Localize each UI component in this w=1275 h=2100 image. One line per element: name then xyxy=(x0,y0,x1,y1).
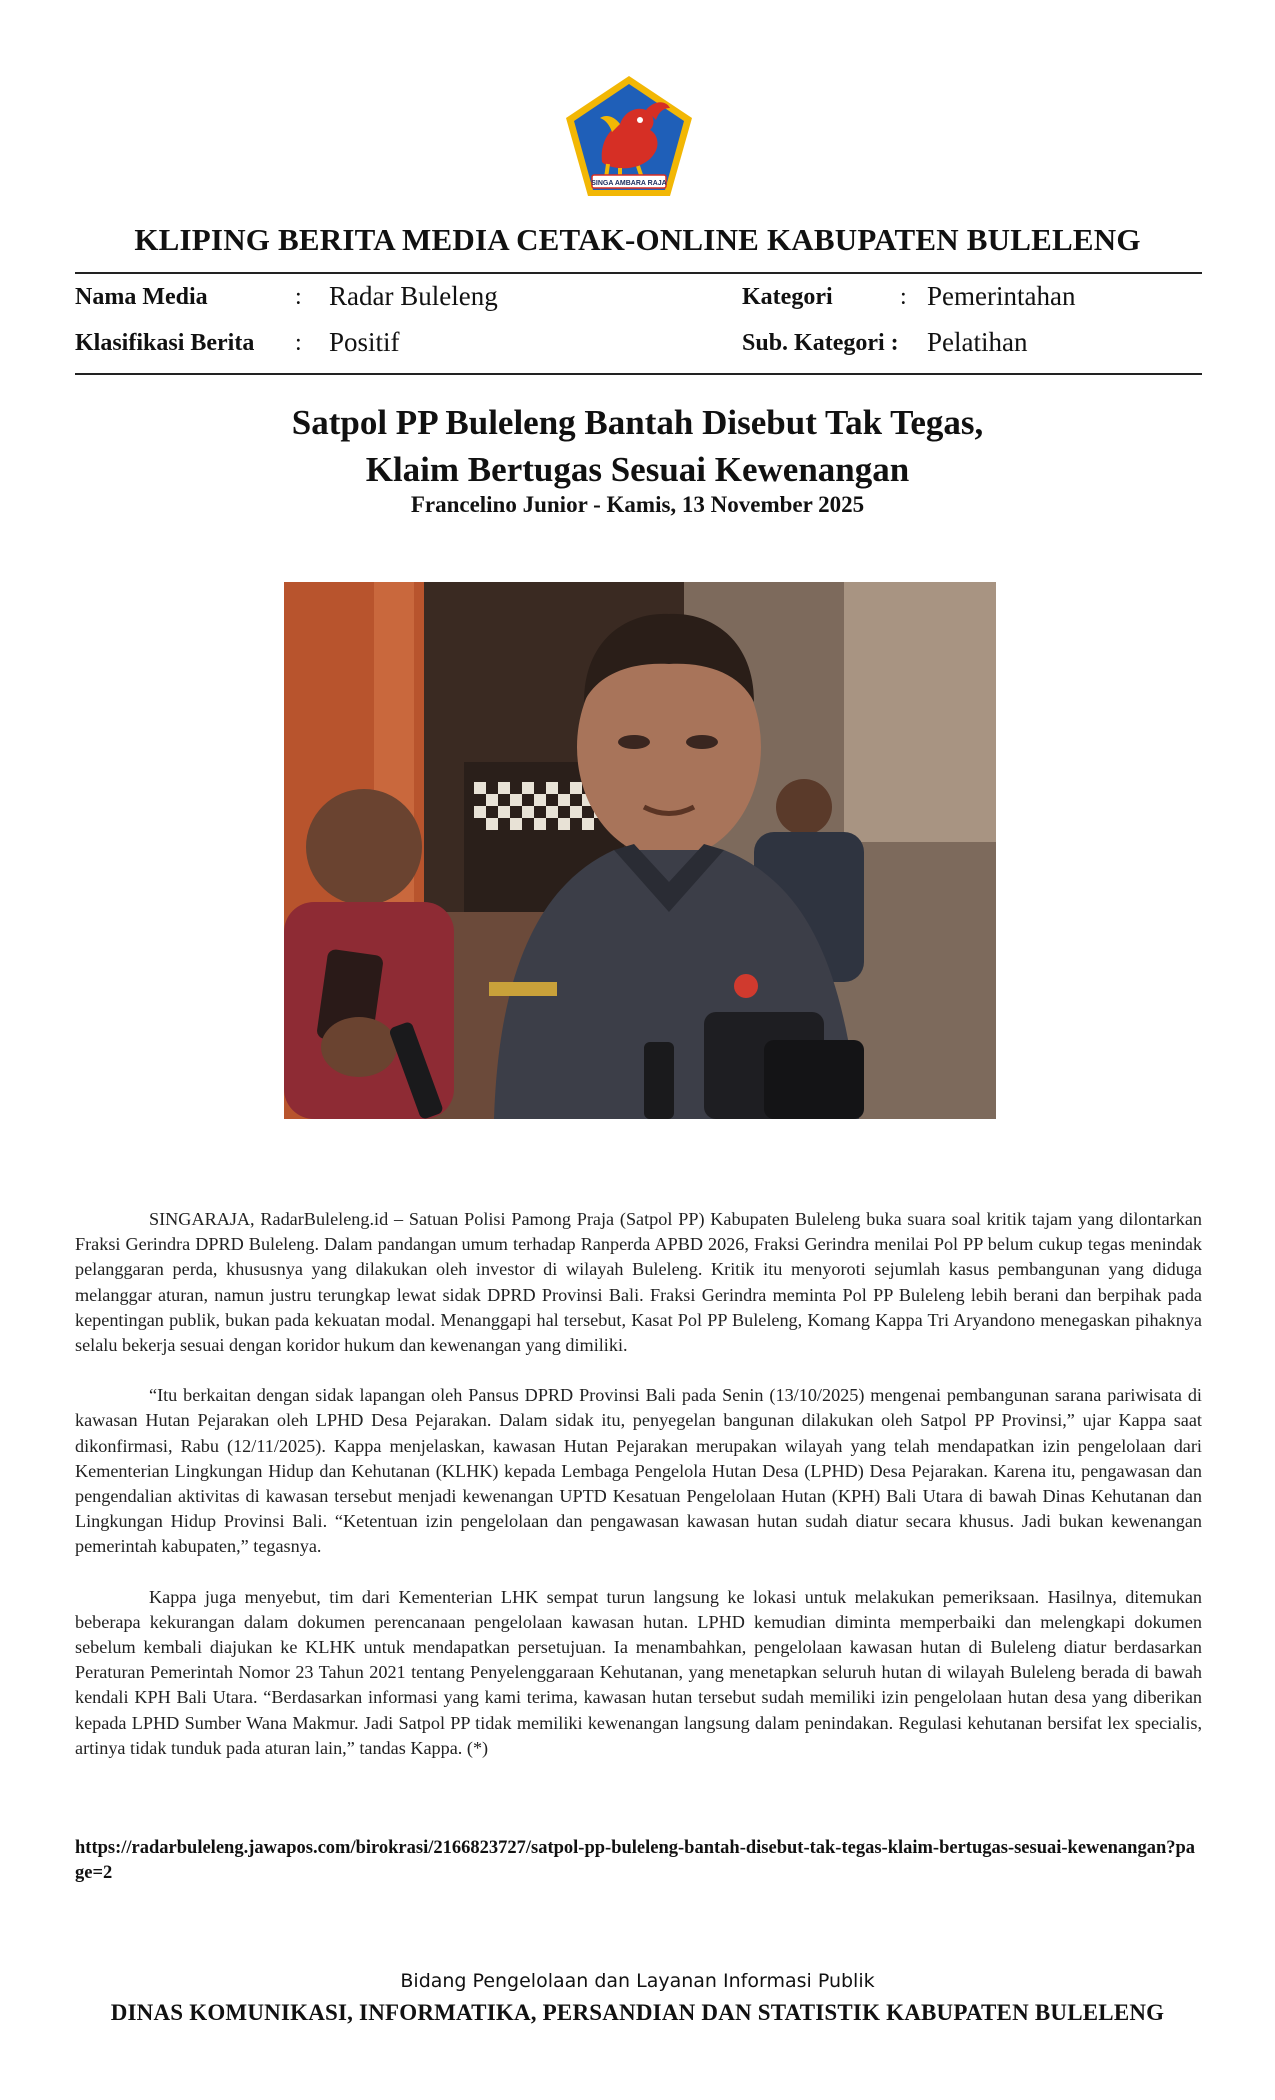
article-photo xyxy=(284,582,996,1119)
emblem-text: SINGA AMBARA RAJA xyxy=(591,180,667,187)
headline-line-2: Klaim Bertugas Sesuai Kewenangan xyxy=(365,450,910,489)
article-paragraph: “Itu berkaitan dengan sidak lapangan oleh Pansus DPRD Provinsi Bali pada Senin (13/10/2025) mengenai pembangunan sarana pariwisata di kawasan Hutan Pejarakan oleh LPHD Desa Pejarakan. Dalam sidak itu, penyegelan bangunan dilakukan oleh Satpol PP Provinsi,” ujar Kappa saat dikonfirmasi, Rabu (12/11/2025). Kappa menjelaskan, kawasan Hutan Pejarakan merupakan wilayah yang telah mendapatkan izin pengelolaan dari Kementerian Lingkungan Hidup dan Kehutanan (KLHK) kepada Lembaga Pengelola Hutan Desa (LPHD) Desa Pejarakan. Karena itu, pengawasan dan pengendalian aktivitas di kawasan tersebut menjadi kewenangan UPTD Kesatuan Pengelolaan Hutan (KPH) Bali Utara di bawah Dinas Kehutanan dan Lingkungan Hidup Provinsi Bali. “Ketentuan izin pengelolaan dan pengawasan kawasan hutan sudah diatur secara khusus. Jadi bukan kewenangan pemerintah kabupaten,” tegasnya. xyxy=(75,1385,1202,1557)
article-paragraph: Kappa juga menyebut, tim dari Kementerian LHK sempat turun langsung ke lokasi untuk melakukan pemeriksaan. Hasilnya, ditemukan beberapa kekurangan dalam dokumen perencanaan pengelolaan kawasan hutan. LPHD kemudian diminta memperbaiki dan melengkapi dokumen sebelum kembali diajukan ke KLHK untuk mendapatkan persetujuan. Ia menambahkan, pengelolaan kawasan hutan di Buleleng diatur berdasarkan Peraturan Pemerintah Nomor 23 Tahun 2021 tentang Penyelenggaraan Kehutanan, yang menetapkan seluruh hutan di wilayah Buleleng berada di bawah kendali KPH Bali Utara. “Berdasarkan informasi yang kami terima, kawasan hutan tersebut sudah memiliki izin pengelolaan hutan desa yang diberikan kepada LPHD Sumber Wana Makmur. Jadi Satpol PP tidak memiliki kewenangan langsung dalam penindakan. Regulasi kehutanan bersifat lex specialis, artinya tidak tunduk pada aturan lain,” tandas Kappa. (*) xyxy=(75,1586,1202,1758)
klasifikasi-value: Positif xyxy=(329,327,400,357)
nama-media-label: Nama Media xyxy=(75,284,208,310)
source-link[interactable]: https://radarbuleleng.jawapos.com/birokrasi/2166823727/satpol-pp-buleleng-bantah-disebut-tak-tegas-klaim-bertugas-sesuai-kewenangan?page=2 xyxy=(75,1838,1196,1883)
article-paragraph: SINGARAJA, RadarBuleleng.id – Satuan Polisi Pamong Praja (Satpol PP) Kabupaten Buleleng buka suara soal kritik tajam yang dilontarkan Fraksi Gerindra DPRD Buleleng. Dalam pandangan umum terhadap Ranperda APBD 2026, Fraksi Gerindra menilai Pol PP belum cukup tegas menindak pelanggaran perda, khususnya yang dilakukan oleh investor di wilayah Buleleng. Kritik itu menyoroti sejumlah kasus pembangunan yang diduga melanggar aturan, namun justru terungkap lewat sidak DPRD Provinsi Bali. Fraksi Gerindra meminta Pol PP Buleleng lebih berani dan berpihak pada kepentingan publik, bukan pada kekuatan modal. Menanggapi hal tersebut, Kasat Pol PP Buleleng, Komang Kappa Tri Aryandono menegaskan pihaknya selalu bekerja sesuai dengan koridor hukum dan kewenangan yang dimiliki. xyxy=(75,1209,1202,1356)
colon: : xyxy=(295,330,302,356)
header-divider-bottom xyxy=(75,373,1202,375)
article-body xyxy=(75,1207,1202,1786)
meta-nama-media xyxy=(75,281,498,312)
colon: : xyxy=(900,284,907,310)
meta-klasifikasi xyxy=(75,327,400,358)
kliping-title: KLIPING BERITA MEDIA CETAK-ONLINE KABUPATEN BULELENG xyxy=(134,222,1141,257)
footer-agency: DINAS KOMUNIKASI, INFORMATIKA, PERSANDIAN DAN STATISTIK KABUPATEN BULELENG xyxy=(110,2000,1165,2025)
headline-line-1: Satpol PP Buleleng Bantah Disebut Tak Tegas, xyxy=(291,403,984,442)
sub-kategori-value: Pelatihan xyxy=(927,327,1028,357)
article-byline: Francelino Junior - Kamis, 13 November 2025 xyxy=(410,492,865,517)
singa-ambara-raja-emblem-icon xyxy=(562,74,696,200)
sub-kategori-label: Sub. Kategori : xyxy=(742,330,899,356)
kategori-label: Kategori xyxy=(742,284,833,310)
nama-media-value: Radar Buleleng xyxy=(329,281,498,311)
klasifikasi-label: Klasifikasi Berita xyxy=(75,330,255,356)
meta-sub-kategori xyxy=(742,327,1028,358)
header-divider-top xyxy=(75,272,1202,274)
colon: : xyxy=(295,284,302,310)
footer-department: Bidang Pengelolaan dan Layanan Informasi Publik xyxy=(400,1970,875,1992)
meta-kategori xyxy=(742,281,1076,312)
kategori-value: Pemerintahan xyxy=(927,281,1076,311)
